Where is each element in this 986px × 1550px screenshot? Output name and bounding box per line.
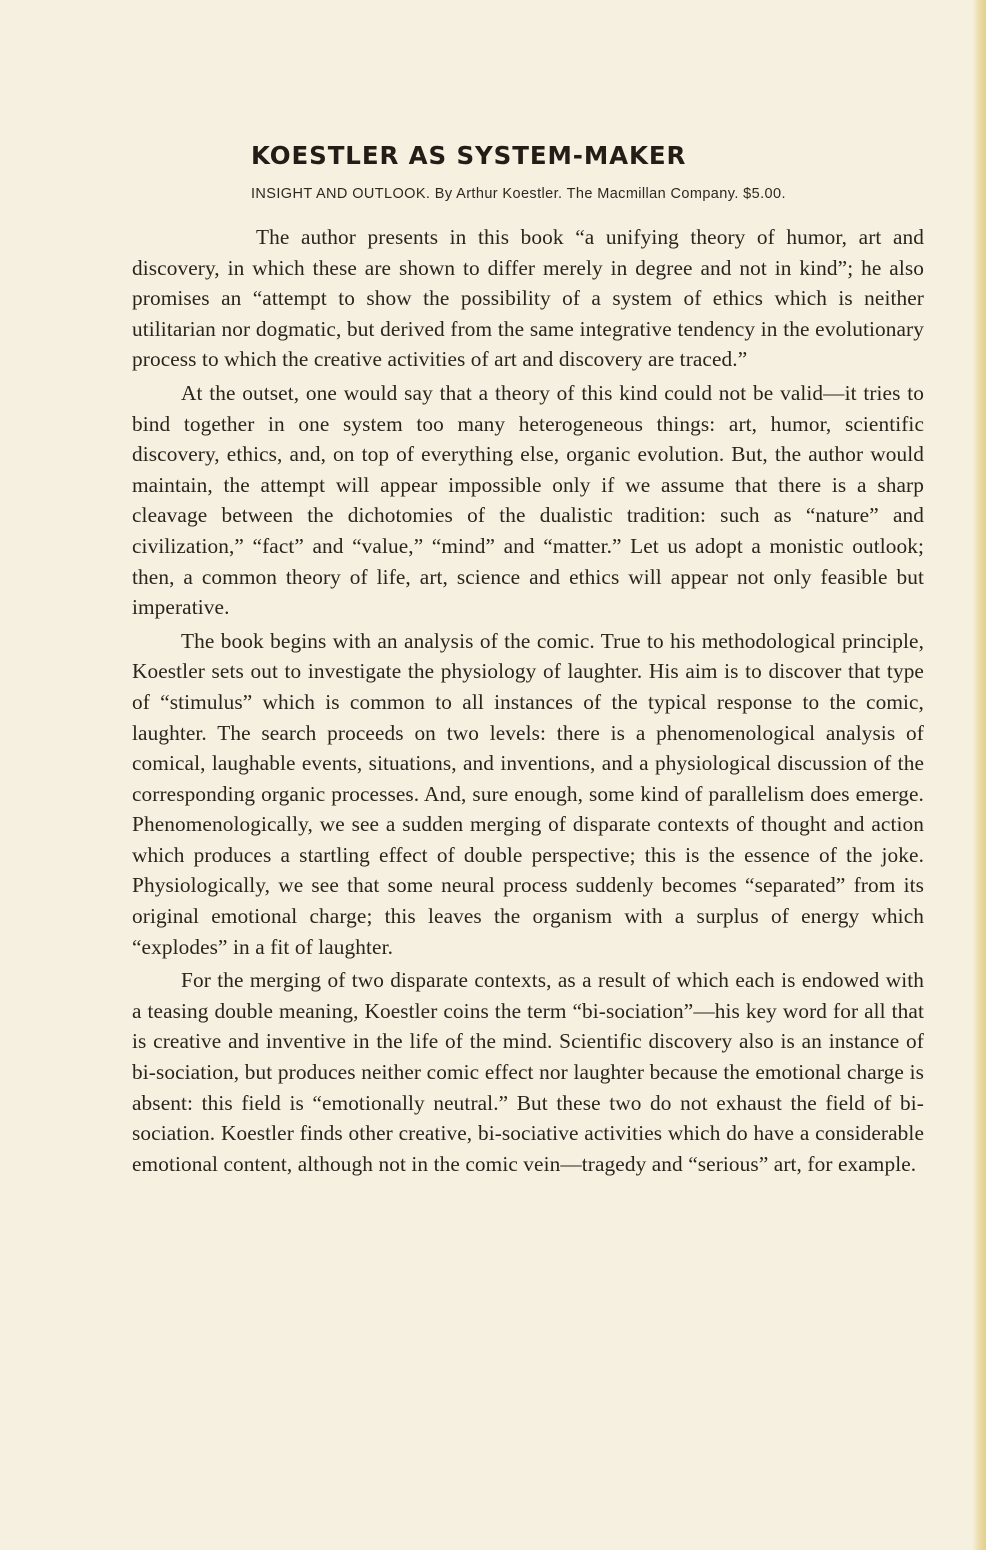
book-citation: INSIGHT AND OUTLOOK. By Arthur Koestler. The Macmillan Company. $5.00.: [251, 186, 786, 202]
page-edge: [972, 0, 986, 1550]
article-title: KOESTLER AS SYSTEM-MAKER: [251, 141, 687, 170]
article-body: [132, 222, 924, 1179]
paragraph-1: The author presents in this book “a unifying theory of humor, art and discovery, in which these are shown to differ merely in degree and not in kind”; he also promises an “attempt to show the possibility of a system of ethics which is neither utilitarian nor dogmatic, but derived from the same integrative tendency in the evolutionary process to which the creative activities of art and discovery are traced.”: [132, 225, 924, 372]
paragraph-4: For the merging of two disparate contexts, as a result of which each is endowed with a teasing double meaning, Koestler coins the term “bi-sociation”—his key word for all that is creative and inventive in the life of the mind. Scientific discovery also is an instance of bi-sociation, but produces neither comic effect nor laughter because the emotional charge is absent: this field is “emotionally neutral.” But these two do not exhaust the field of bi-sociation. Koestler finds other creative, bi-sociative activities which do have a considerable emotional content, although not in the comic vein—tragedy and “serious” art, for example.: [132, 968, 924, 1176]
paragraph-3: The book begins with an analysis of the comic. True to his methodological principle, Koestler sets out to investigate the physiology of laughter. His aim is to discover that type of “stimulus” which is common to all instances of the typical response to the comic, laughter. The search proceeds on two levels: there is a phenomenological analysis of comical, laughable events, situations, and inventions, and a physiological discussion of the corresponding organic processes. And, sure enough, some kind of parallelism does emerge. Phenomenologically, we see a sudden merging of disparate contexts of thought and action which produces a startling effect of double perspective; this is the essence of the joke. Physiologically, we see that some neural process suddenly becomes “separated” from its original emotional charge; this leaves the organism with a surplus of energy which “explodes” in a fit of laughter.: [132, 628, 924, 959]
review-article: [132, 140, 924, 1182]
paragraph-2: At the outset, one would say that a theory of this kind could not be valid—it tries to bind together in one system too many heterogeneous things: art, humor, scientific discovery, ethics, and, on top of everything else, organic evolution. But, the author would maintain, the attempt will appear impossible only if we assume that there is a sharp cleavage between the dichotomies of the dualistic tradition: such as “nature” and civilization,” “fact” and “value,” “mind” and “matter.” Let us adopt a monistic outlook; then, a common theory of life, art, science and ethics will appear not only feasible but imperative.: [132, 380, 924, 620]
